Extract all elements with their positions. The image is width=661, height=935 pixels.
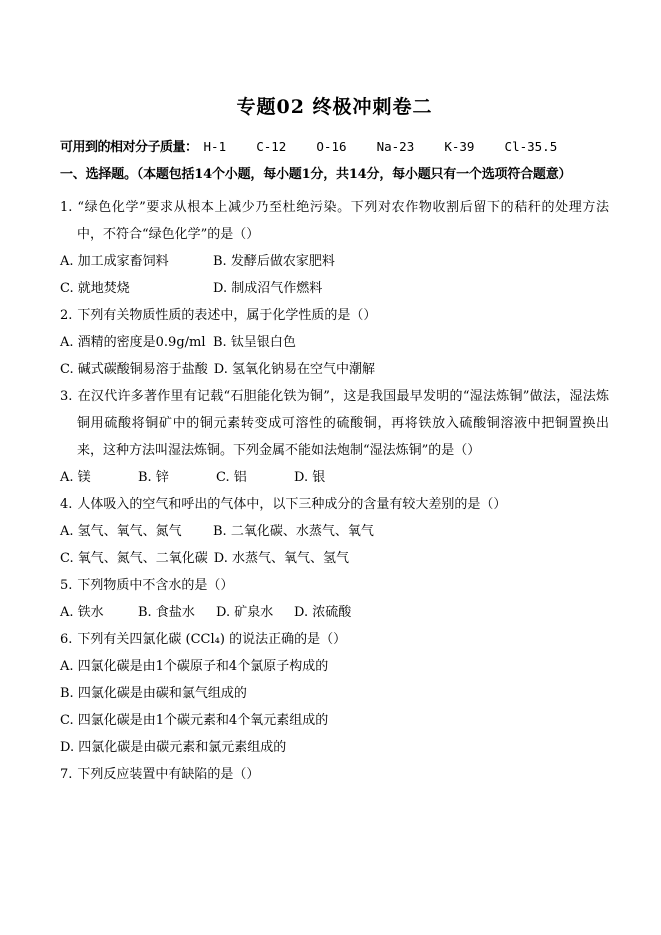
option-b: B. 四氯化碳是由碳和氯气组成的	[60, 686, 247, 701]
options-row	[60, 653, 609, 680]
options-row	[60, 545, 609, 572]
options-row	[60, 518, 609, 545]
option-a: A. 加工成家畜饲料	[60, 254, 169, 269]
question-text	[60, 491, 609, 518]
question-body: 人体吸入的空气和呼出的气体中，以下三种成分的含量有较大差别的是（）	[77, 497, 507, 512]
question-6	[60, 626, 609, 761]
option-b: B. 锌	[138, 470, 169, 485]
question-body: 下列有关四氯化碳 (CCl₄) 的说法正确的是（）	[77, 632, 347, 647]
question-2	[60, 302, 609, 383]
question-text	[60, 761, 609, 788]
question-text	[60, 194, 609, 248]
option-a: A. 铁水	[60, 605, 104, 620]
option-d: D. 制成沼气作燃料	[213, 281, 323, 296]
question-5	[60, 572, 609, 626]
question-body: 在汉代许多著作里有记载“石胆能化铁为铜”，这是我国最早发明的“湿法炼铜”做法，湿法炼铜用硫酸将铜矿中的铜元素转变成可溶性的硫酸铜，再将铁放入硫酸铜溶液中把铜置换出来，这种方法叫湿法炼铜。下列金属不能如法炮制“湿法炼铜”的是（）	[77, 389, 609, 458]
question-7	[60, 761, 609, 788]
question-body: 下列反应装置中有缺陷的是（）	[77, 767, 260, 782]
question-number: 4.	[60, 497, 73, 512]
option-c: C. 铝	[216, 470, 247, 485]
question-4	[60, 491, 609, 572]
molar-mass-label: 可用到的相对分子质量：	[60, 140, 198, 155]
option-b: B. 二氧化碳、水蒸气、氧气	[213, 524, 374, 539]
options-row	[60, 707, 609, 734]
page-title: 专题02 终极冲刺卷二	[236, 96, 433, 118]
option-c: C. 碱式碳酸铜易溶于盐酸	[60, 362, 208, 377]
molar-mass-line	[60, 133, 609, 161]
question-body: “绿色化学”要求从根本上减少乃至杜绝污染。下列对农作物收割后留下的秸秆的处理方法中，不符合“绿色化学”的是（）	[77, 200, 609, 242]
option-b: B. 食盐水	[138, 605, 195, 620]
option-d: D. 四氯化碳是由碳元素和氯元素组成的	[60, 740, 287, 755]
option-a: A. 四氯化碳是由1个碳原子和4个氯原子构成的	[60, 659, 329, 674]
question-number: 2.	[60, 308, 73, 323]
molar-mass-values: H-1 C-12 O-16 Na-23 K-39 Cl-35.5	[203, 139, 558, 154]
question-text	[60, 302, 609, 329]
option-c: D. 矿泉水	[216, 605, 274, 620]
option-b: B. 钛呈银白色	[213, 335, 296, 350]
question-1	[60, 194, 609, 302]
option-d: D. 氢氧化钠易在空气中潮解	[213, 362, 375, 377]
question-number: 5.	[60, 578, 73, 593]
options-row	[60, 329, 609, 356]
section-heading: 一、选择题。（本题包括14个小题，每小题1分，共14分，每小题只有一个选项符合题意）	[60, 167, 572, 182]
option-c: C. 就地焚烧	[60, 281, 130, 296]
question-number: 7.	[60, 767, 73, 782]
question-text	[60, 383, 609, 464]
options-row	[60, 356, 609, 383]
question-text	[60, 626, 609, 653]
question-body: 下列物质中不含水的是（）	[77, 578, 234, 593]
option-d: D. 银	[294, 470, 326, 485]
question-text	[60, 572, 609, 599]
question-list	[60, 194, 609, 788]
question-number: 1.	[60, 200, 73, 215]
options-row	[60, 599, 609, 626]
option-d: D. 水蒸气、氧气、氢气	[213, 551, 349, 566]
option-a: A. 氢气、氧气、氮气	[60, 524, 182, 539]
question-3	[60, 383, 609, 491]
option-b: B. 发酵后做农家肥料	[213, 254, 335, 269]
question-number: 6.	[60, 632, 73, 647]
option-c: C. 氧气、氮气、二氧化碳	[60, 551, 208, 566]
option-a: A. 镁	[60, 470, 91, 485]
options-row	[60, 275, 609, 302]
option-d: D. 浓硫酸	[294, 605, 352, 620]
options-row	[60, 734, 609, 761]
question-body: 下列有关物质性质的表述中，属于化学性质的是（）	[77, 308, 377, 323]
options-row	[60, 248, 609, 275]
question-number: 3.	[60, 389, 73, 404]
options-row	[60, 680, 609, 707]
option-a: A. 酒精的密度是0.9g/ml	[60, 335, 206, 350]
options-row	[60, 464, 609, 491]
option-c: C. 四氯化碳是由1个碳元素和4个氧元素组成的	[60, 713, 329, 728]
